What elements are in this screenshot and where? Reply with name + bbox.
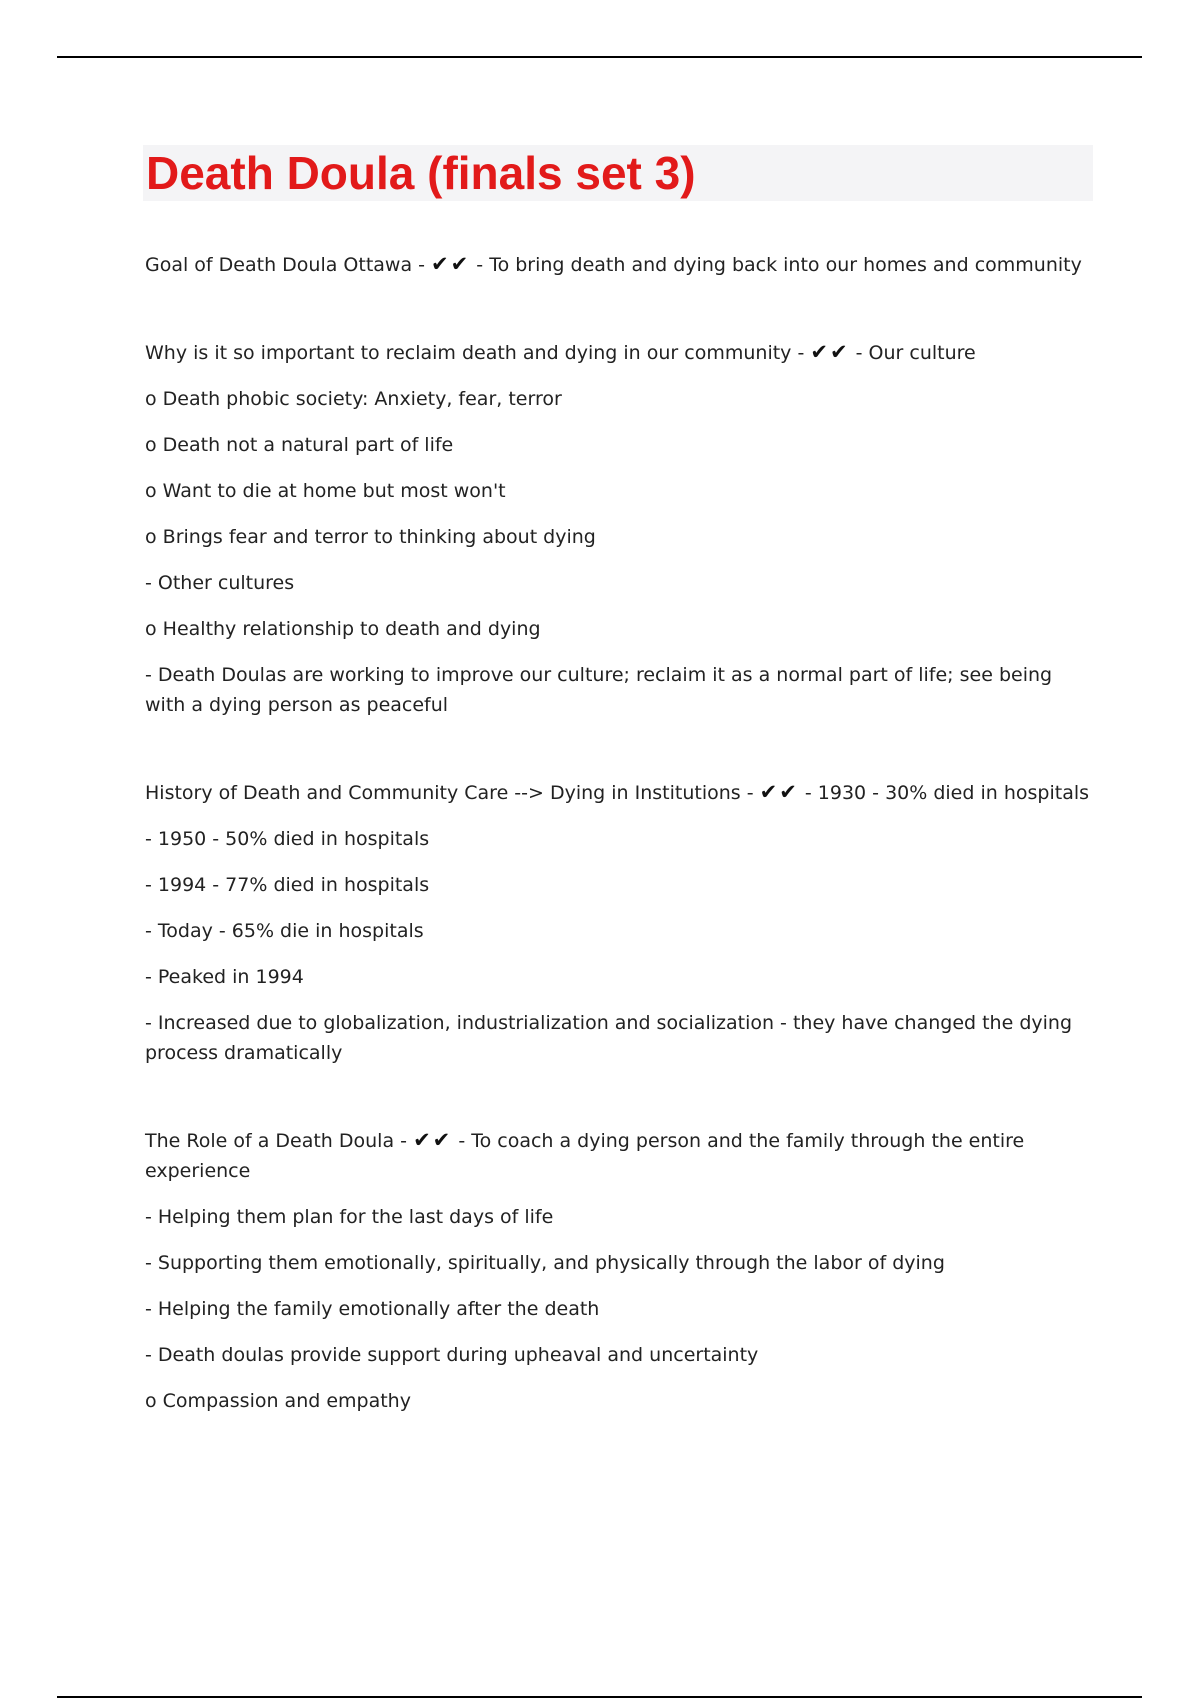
answer-detail-line: - Death doulas provide support during upheaval and uncertainty xyxy=(145,1344,759,1366)
document-body xyxy=(145,249,1090,1416)
answer-detail-line: - 1950 - 50% died in hospitals xyxy=(145,828,430,850)
answer-text: - Our culture xyxy=(855,342,976,364)
answer-detail-line: - Other cultures xyxy=(145,572,295,594)
qa-item xyxy=(145,249,1090,280)
answer-text: - To bring death and dying back into our homes and community xyxy=(476,254,1082,276)
question-text: History of Death and Community Care --> Dying in Institutions - xyxy=(145,782,754,804)
qa-heading-line xyxy=(145,337,1090,368)
top-rule xyxy=(57,56,1142,58)
qa-heading-line xyxy=(145,1125,1090,1186)
answer-detail-line: o Brings fear and terror to thinking about dying xyxy=(145,526,596,548)
document-title: Death Doula (finals set 3) xyxy=(146,147,696,199)
answer-detail-line: o Healthy relationship to death and dying xyxy=(145,618,541,640)
check-mark-icon: ✔✔ xyxy=(759,780,799,804)
question-text: The Role of a Death Doula - xyxy=(145,1130,408,1152)
answer-detail-line: - Increased due to globalization, industrialization and socialization - they have changed the dying process dramatically xyxy=(145,1012,1073,1064)
answer-detail-line: - Supporting them emotionally, spiritually, and physically through the labor of dying xyxy=(145,1252,945,1274)
question-text: Why is it so important to reclaim death and dying in our community - xyxy=(145,342,805,364)
qa-item xyxy=(145,777,1090,1068)
answer-detail-line: - Helping them plan for the last days of life xyxy=(145,1206,554,1228)
bottom-rule xyxy=(57,1696,1142,1698)
check-mark-icon: ✔✔ xyxy=(413,1128,453,1152)
answer-detail-line: o Death phobic society: Anxiety, fear, terror xyxy=(145,388,562,410)
answer-detail-line: - Peaked in 1994 xyxy=(145,966,304,988)
answer-detail-line: o Death not a natural part of life xyxy=(145,434,454,456)
answer-detail-line: o Want to die at home but most won't xyxy=(145,480,506,502)
check-mark-icon: ✔✔ xyxy=(810,340,850,364)
answer-text: - To coach a dying person and the family through the entire experience xyxy=(145,1130,1025,1182)
check-mark-icon: ✔✔ xyxy=(431,252,471,276)
answer-detail-line: - Death Doulas are working to improve our culture; reclaim it as a normal part of life; see being with a dying person as peaceful xyxy=(145,664,1053,716)
answer-detail-line: - Today - 65% die in hospitals xyxy=(145,920,424,942)
answer-detail-line: - Helping the family emotionally after the death xyxy=(145,1298,600,1320)
qa-item xyxy=(145,1125,1090,1416)
question-text: Goal of Death Doula Ottawa - xyxy=(145,254,425,276)
answer-text: - 1930 - 30% died in hospitals xyxy=(804,782,1090,804)
qa-heading-line xyxy=(145,249,1090,280)
qa-item xyxy=(145,337,1090,720)
answer-detail-line: - 1994 - 77% died in hospitals xyxy=(145,874,430,896)
qa-heading-line xyxy=(145,777,1090,808)
answer-detail-line: o Compassion and empathy xyxy=(145,1390,411,1412)
